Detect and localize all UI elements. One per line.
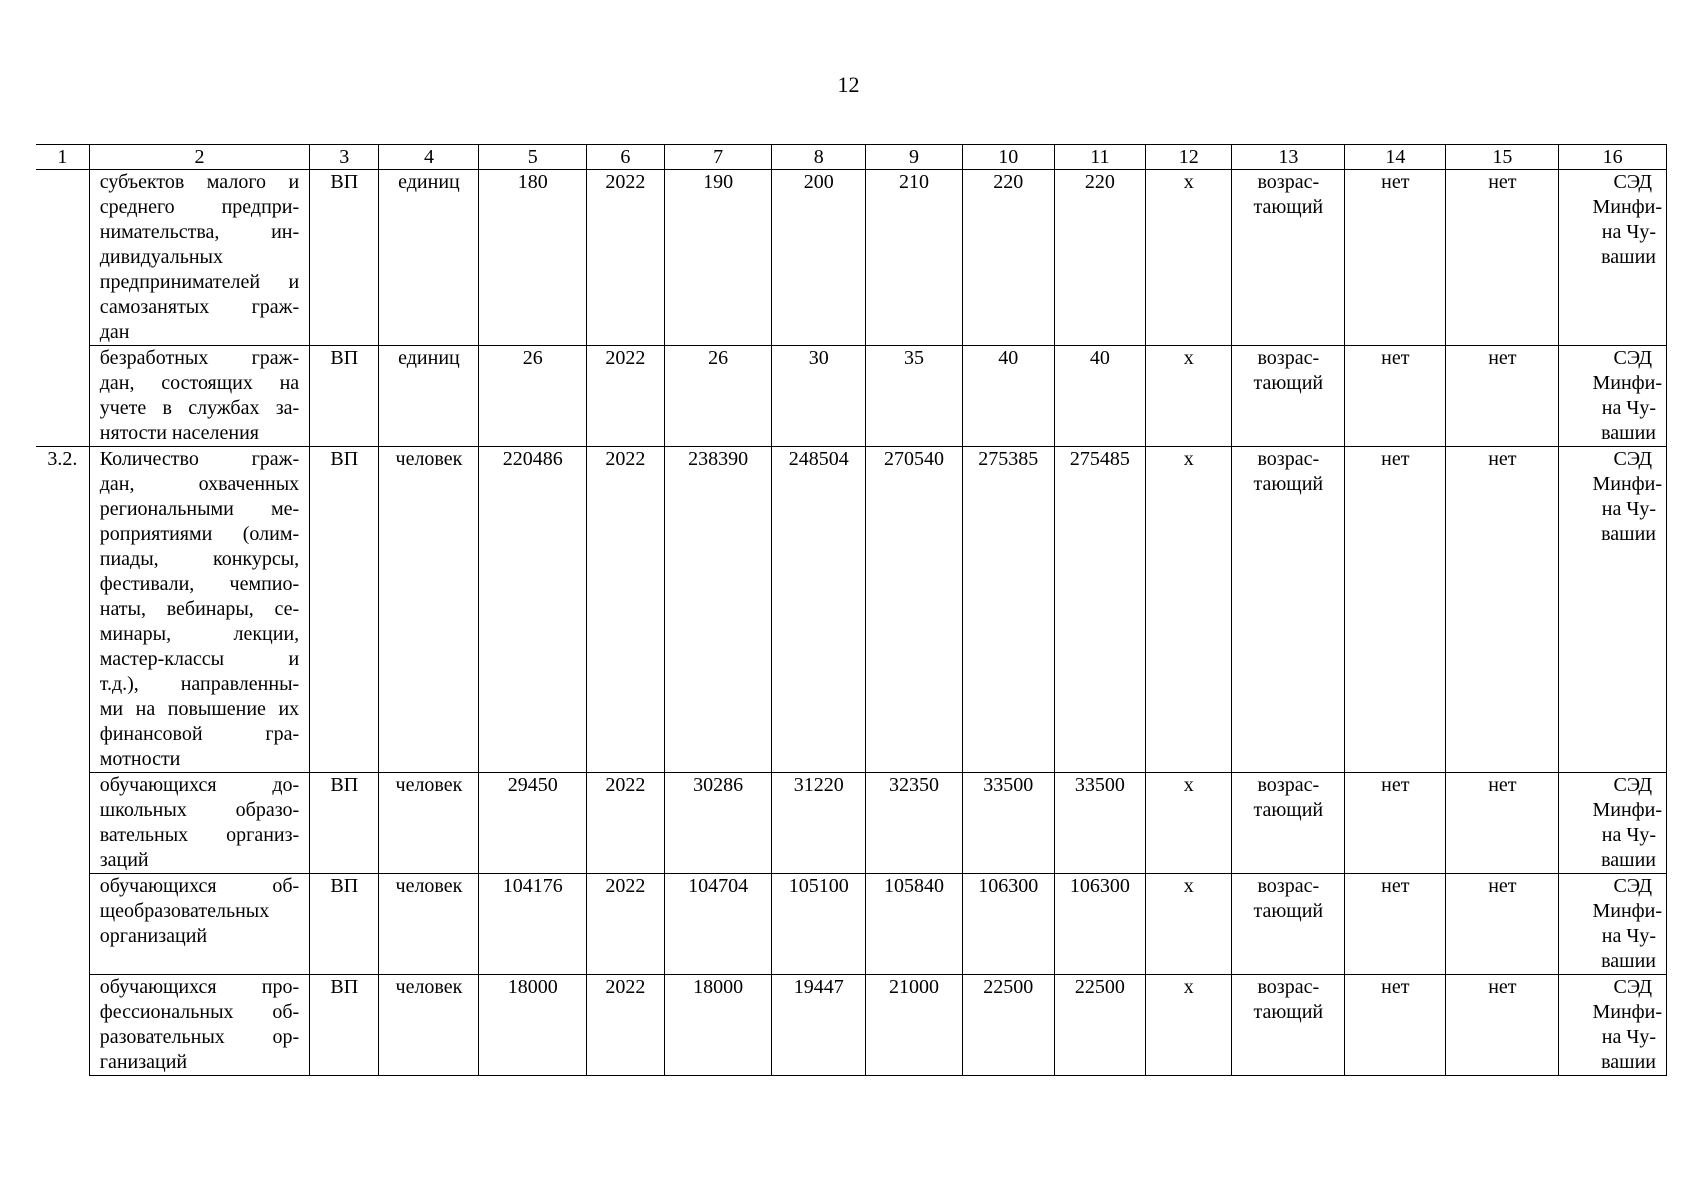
base-year: 2022: [587, 975, 665, 1076]
data-source-line: вашии: [1601, 523, 1656, 545]
indicator-description-line: вательных организ-: [99, 824, 300, 846]
column-header-15: 15: [1446, 145, 1559, 170]
col-15-value: нет: [1446, 170, 1559, 346]
indicator-table: [36, 144, 1667, 1076]
indicator-description-line: субъектов малого и: [99, 171, 300, 193]
data-source-line: на Чу-: [1601, 925, 1656, 947]
page-number: 12: [837, 72, 860, 97]
data-source-line: вашии: [1601, 849, 1656, 871]
row-number: [36, 170, 89, 346]
trend-direction-line: тающий: [1253, 473, 1324, 495]
col-12-value: x: [1146, 773, 1232, 874]
value-col-10: 33500: [962, 773, 1054, 874]
indicator-description-line: заций: [99, 849, 149, 871]
indicator-description-line: дан: [99, 321, 130, 343]
value-col-8: 19447: [772, 975, 866, 1076]
trend-direction-line: тающий: [1253, 1001, 1324, 1023]
value-col-11: 33500: [1054, 773, 1146, 874]
value-col-8: 105100: [772, 874, 866, 975]
value-col-10: 220: [962, 170, 1054, 346]
unit-of-measure: единиц: [379, 170, 479, 346]
data-source-line: вашии: [1601, 950, 1656, 972]
data-source: [1559, 170, 1667, 346]
column-header-10: 10: [962, 145, 1054, 170]
indicator-description-line: минары, лекции,: [99, 623, 300, 645]
column-header-6: 6: [587, 145, 665, 170]
indicator-description-line: самозанятых граж-: [99, 296, 300, 318]
indicator-description-line: школьных образо-: [99, 799, 300, 821]
indicator-type: ВП: [310, 874, 379, 975]
value-col-11: 40: [1054, 346, 1146, 447]
data-source-line: вашии: [1601, 246, 1656, 268]
unit-of-measure: человек: [379, 874, 479, 975]
unit-of-measure: человек: [379, 773, 479, 874]
base-value: 104176: [479, 874, 587, 975]
base-value: 180: [479, 170, 587, 346]
value-col-7: 30286: [664, 773, 772, 874]
col-15-value: нет: [1446, 346, 1559, 447]
indicator-type: ВП: [310, 447, 379, 773]
trend-direction: [1232, 773, 1345, 874]
value-col-9: 35: [866, 346, 963, 447]
value-col-11: 220: [1054, 170, 1146, 346]
column-header-8: 8: [772, 145, 866, 170]
indicator-description-line: организаций: [99, 925, 208, 947]
column-header-13: 13: [1232, 145, 1345, 170]
value-col-10: 275385: [962, 447, 1054, 773]
trend-direction: [1232, 975, 1345, 1076]
unit-of-measure: человек: [379, 447, 479, 773]
data-source-line: СЭД: [1613, 347, 1652, 369]
trend-direction-line: возрас-: [1257, 347, 1320, 369]
data-source-line: СЭД: [1613, 171, 1652, 193]
col-14-value: нет: [1345, 447, 1446, 773]
col-12-value: x: [1146, 874, 1232, 975]
value-col-7: 26: [664, 346, 772, 447]
data-source-line: вашии: [1601, 422, 1656, 444]
indicator-description: [89, 170, 309, 346]
base-year: 2022: [587, 773, 665, 874]
data-source: [1559, 346, 1667, 447]
indicator-description-line: ганизаций: [99, 1051, 188, 1073]
indicator-description-line: ми на повышение их: [99, 698, 300, 720]
trend-direction-line: возрас-: [1257, 774, 1320, 796]
col-14-value: нет: [1345, 346, 1446, 447]
indicator-description-line: фессиональных об-: [99, 1001, 300, 1023]
indicator-description: [89, 447, 309, 773]
column-header-3: 3: [310, 145, 379, 170]
data-source-line: СЭД: [1613, 976, 1652, 998]
column-header-2: 2: [89, 145, 309, 170]
col-14-value: нет: [1345, 874, 1446, 975]
column-header-7: 7: [664, 145, 772, 170]
table-row: [36, 447, 1667, 773]
base-value: 220486: [479, 447, 587, 773]
column-header-1: 1: [36, 145, 89, 170]
trend-direction-line: возрас-: [1257, 976, 1320, 998]
base-year: 2022: [587, 874, 665, 975]
indicator-description-line: учете в службах за-: [99, 397, 300, 419]
value-col-7: 18000: [664, 975, 772, 1076]
data-source-line: на Чу-: [1601, 824, 1656, 846]
indicator-type: ВП: [310, 975, 379, 1076]
base-value: 26: [479, 346, 587, 447]
value-col-11: 22500: [1054, 975, 1146, 1076]
data-source-line: Минфи-: [1592, 196, 1662, 218]
row-number: [36, 874, 89, 975]
trend-direction: [1232, 170, 1345, 346]
base-year: 2022: [587, 447, 665, 773]
column-header-12: 12: [1146, 145, 1232, 170]
indicator-description: [89, 773, 309, 874]
col-14-value: нет: [1345, 975, 1446, 1076]
value-col-7: 104704: [664, 874, 772, 975]
col-12-value: x: [1146, 447, 1232, 773]
value-col-9: 105840: [866, 874, 963, 975]
data-source-line: Минфи-: [1592, 799, 1662, 821]
indicator-description-line: дан, охваченных: [99, 473, 300, 495]
indicator-description-line: наты, вебинары, се-: [99, 598, 300, 620]
table-row: [36, 346, 1667, 447]
indicator-description-line: среднего предпри-: [99, 196, 300, 218]
column-header-11: 11: [1054, 145, 1146, 170]
row-number: [36, 346, 89, 447]
indicator-description-line: мастер-классы и: [99, 648, 300, 670]
indicator-description-line: обучающихся про-: [99, 976, 300, 998]
indicator-description-line: дивидуальных: [99, 246, 223, 268]
indicator-description: [89, 874, 309, 975]
value-col-8: 31220: [772, 773, 866, 874]
indicator-description-line: нятости населения: [99, 422, 259, 444]
indicator-description-line: роприятиями (олим-: [99, 523, 300, 545]
column-number-row: [36, 145, 1667, 170]
data-source-line: Минфи-: [1592, 1001, 1662, 1023]
value-col-7: 238390: [664, 447, 772, 773]
col-12-value: x: [1146, 975, 1232, 1076]
trend-direction: [1232, 346, 1345, 447]
value-col-9: 210: [866, 170, 963, 346]
data-source-line: СЭД: [1613, 448, 1652, 470]
base-year: 2022: [587, 170, 665, 346]
value-col-10: 40: [962, 346, 1054, 447]
data-source: [1559, 874, 1667, 975]
data-source: [1559, 447, 1667, 773]
row-number: [36, 773, 89, 874]
indicator-type: ВП: [310, 773, 379, 874]
data-source-line: Минфи-: [1592, 900, 1662, 922]
indicator-description-line: Количество граж-: [99, 448, 300, 470]
data-source-line: СЭД: [1613, 875, 1652, 897]
indicator-description-line: т.д.), направленны-: [99, 673, 300, 695]
trend-direction: [1232, 447, 1345, 773]
indicator-description: [89, 975, 309, 1076]
unit-of-measure: человек: [379, 975, 479, 1076]
value-col-9: 21000: [866, 975, 963, 1076]
data-source-line: Минфи-: [1592, 473, 1662, 495]
row-number: 3.2.: [36, 447, 89, 773]
trend-direction-line: тающий: [1253, 372, 1324, 394]
column-header-9: 9: [866, 145, 963, 170]
indicator-description-line: пиады, конкурсы,: [99, 548, 300, 570]
col-14-value: нет: [1345, 170, 1446, 346]
indicator-description-line: безработных граж-: [99, 347, 300, 369]
column-header-5: 5: [479, 145, 587, 170]
value-col-7: 190: [664, 170, 772, 346]
table-body: [36, 170, 1667, 1076]
data-source: [1559, 773, 1667, 874]
indicator-description-line: обучающихся об-: [99, 875, 300, 897]
trend-direction-line: тающий: [1253, 900, 1324, 922]
table-row: [36, 773, 1667, 874]
value-col-10: 22500: [962, 975, 1054, 1076]
value-col-11: 275485: [1054, 447, 1146, 773]
value-col-9: 32350: [866, 773, 963, 874]
value-col-10: 106300: [962, 874, 1054, 975]
indicator-description-line: разовательных ор-: [99, 1026, 300, 1048]
trend-direction-line: тающий: [1253, 799, 1324, 821]
data-source-line: вашии: [1601, 1051, 1656, 1073]
col-15-value: нет: [1446, 975, 1559, 1076]
indicator-description-line: финансовой гра-: [99, 723, 300, 745]
data-source: [1559, 975, 1667, 1076]
value-col-8: 30: [772, 346, 866, 447]
column-header-4: 4: [379, 145, 479, 170]
col-14-value: нет: [1345, 773, 1446, 874]
base-value: 29450: [479, 773, 587, 874]
unit-of-measure: единиц: [379, 346, 479, 447]
indicator-description-line: фестивали, чемпио-: [99, 573, 300, 595]
column-header-14: 14: [1345, 145, 1446, 170]
indicator-description-line: дан, состоящих на: [99, 372, 300, 394]
data-source-line: на Чу-: [1601, 221, 1656, 243]
col-12-value: x: [1146, 170, 1232, 346]
data-source-line: СЭД: [1613, 774, 1652, 796]
value-col-8: 200: [772, 170, 866, 346]
indicator-description-line: нимательства, ин-: [99, 221, 300, 243]
indicator-description-line: мотности: [99, 748, 181, 770]
col-15-value: нет: [1446, 773, 1559, 874]
col-15-value: нет: [1446, 447, 1559, 773]
indicator-type: ВП: [310, 170, 379, 346]
indicator-description-line: региональными ме-: [99, 498, 300, 520]
trend-direction-line: возрас-: [1257, 875, 1320, 897]
data-source-line: Минфи-: [1592, 372, 1662, 394]
table-row: [36, 170, 1667, 346]
column-header-16: 16: [1559, 145, 1667, 170]
trend-direction-line: возрас-: [1257, 448, 1320, 470]
row-number: [36, 975, 89, 1076]
data-source-line: на Чу-: [1601, 1026, 1656, 1048]
base-value: 18000: [479, 975, 587, 1076]
data-source-line: на Чу-: [1601, 397, 1656, 419]
col-12-value: x: [1146, 346, 1232, 447]
value-col-9: 270540: [866, 447, 963, 773]
trend-direction-line: возрас-: [1257, 171, 1320, 193]
base-year: 2022: [587, 346, 665, 447]
data-source-line: на Чу-: [1601, 498, 1656, 520]
trend-direction: [1232, 874, 1345, 975]
indicator-description-line: обучающихся до-: [99, 774, 300, 796]
table-row: [36, 874, 1667, 975]
indicator-description-line: предпринимателей и: [99, 271, 300, 293]
value-col-11: 106300: [1054, 874, 1146, 975]
col-15-value: нет: [1446, 874, 1559, 975]
indicator-description-line: щеобразовательных: [99, 900, 270, 922]
trend-direction-line: тающий: [1253, 196, 1324, 218]
table-row: [36, 975, 1667, 1076]
indicator-description: [89, 346, 309, 447]
value-col-8: 248504: [772, 447, 866, 773]
indicator-type: ВП: [310, 346, 379, 447]
